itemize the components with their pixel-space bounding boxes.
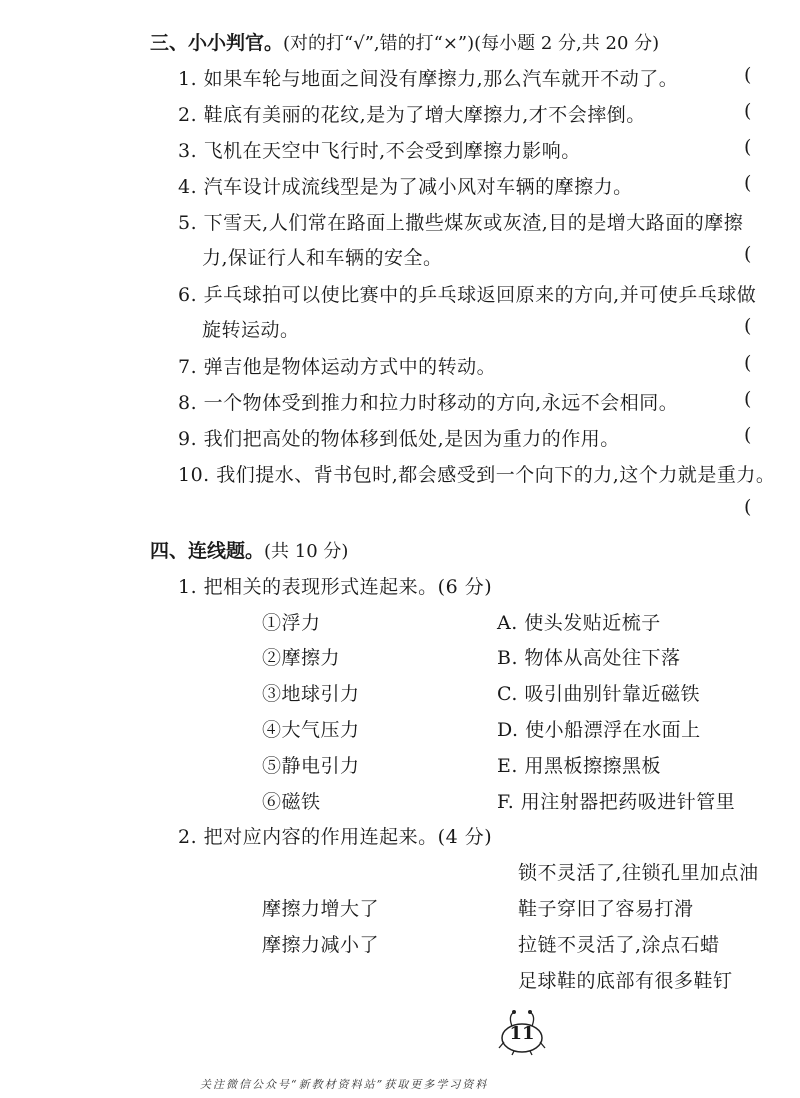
footer-note: 关注微信公众号“新教材资料站”获取更多学习资料 <box>200 1078 489 1091</box>
q1-right-item[interactable]: D. 使小船漂浮在水面上 <box>497 719 701 741</box>
section-3-note: (对的打“√”,错的打“×”)(每小题 2 分,共 20 分) <box>283 33 660 54</box>
page-number: 11 <box>509 1023 535 1044</box>
judge-item-4: 4. 汽车设计成流线型是为了减小风对车辆的摩擦力。 <box>178 176 633 198</box>
judge-item-10: 10. 我们提水、背书包时,都会感受到一个向下的力,这个力就是重力。 <box>178 464 776 486</box>
section-3-heading <box>150 28 659 55</box>
section-3-title: 三、小小判官。 <box>150 32 284 54</box>
q1-left-item[interactable]: ③地球引力 <box>262 683 360 705</box>
matching-q2-prompt: 2. 把对应内容的作用连起来。(4 分) <box>178 826 493 848</box>
q1-right-item[interactable]: C. 吸引曲别针靠近磁铁 <box>497 683 700 705</box>
judge-item-5-line-2: 力,保证行人和车辆的安全。 <box>202 247 443 269</box>
q1-right-item[interactable]: A. 使头发贴近梳子 <box>497 612 661 634</box>
answer-paren-7[interactable]: ( <box>744 352 752 374</box>
judge-item-1: 1. 如果车轮与地面之间没有摩擦力,那么汽车就开不动了。 <box>178 68 679 90</box>
q2-left-item[interactable]: 摩擦力减小了 <box>262 934 380 956</box>
section-4-heading <box>150 536 348 563</box>
q2-right-item[interactable]: 拉链不灵活了,涂点石蜡 <box>518 934 720 956</box>
q1-left-item[interactable]: ②摩擦力 <box>262 647 341 669</box>
section-4-note: (共 10 分) <box>264 541 349 562</box>
q2-left-item[interactable]: 摩擦力增大了 <box>262 898 380 920</box>
q1-left-item[interactable]: ④大气压力 <box>262 719 360 741</box>
page-number-badge <box>492 1008 552 1054</box>
judge-item-5-line-1: 5. 下雪天,人们常在路面上撒些煤灰或灰渣,目的是增大路面的摩擦 <box>178 212 744 234</box>
q2-right-item[interactable]: 鞋子穿旧了容易打滑 <box>518 898 694 920</box>
q1-left-item[interactable]: ①浮力 <box>262 612 321 634</box>
answer-paren-5[interactable]: ( <box>744 243 752 265</box>
q1-left-item[interactable]: ⑤静电引力 <box>262 755 360 777</box>
matching-q1-prompt: 1. 把相关的表现形式连起来。(6 分) <box>178 576 493 598</box>
answer-paren-1[interactable]: ( <box>744 64 752 86</box>
q1-right-item[interactable]: B. 物体从高处往下落 <box>497 647 681 669</box>
section-4-title: 四、连线题。 <box>150 540 265 562</box>
answer-paren-4[interactable]: ( <box>744 172 752 194</box>
judge-item-6-line-1: 6. 乒乓球拍可以使比赛中的乒乓球返回原来的方向,并可使乒乓球做 <box>178 284 757 306</box>
judge-item-2: 2. 鞋底有美丽的花纹,是为了增大摩擦力,才不会摔倒。 <box>178 104 646 126</box>
judge-item-6-line-2: 旋转运动。 <box>202 319 300 341</box>
answer-paren-10[interactable]: ( <box>744 496 752 518</box>
answer-paren-6[interactable]: ( <box>744 315 752 337</box>
answer-paren-9[interactable]: ( <box>744 424 752 446</box>
judge-item-8: 8. 一个物体受到推力和拉力时移动的方向,永远不会相同。 <box>178 392 679 414</box>
judge-item-3: 3. 飞机在天空中飞行时,不会受到摩擦力影响。 <box>178 140 581 162</box>
q1-left-item[interactable]: ⑥磁铁 <box>262 791 321 813</box>
judge-item-7: 7. 弹吉他是物体运动方式中的转动。 <box>178 356 497 378</box>
answer-paren-8[interactable]: ( <box>744 388 752 410</box>
q2-right-item[interactable]: 锁不灵活了,往锁孔里加点油 <box>518 862 759 884</box>
q2-right-item[interactable]: 足球鞋的底部有很多鞋钉 <box>518 970 733 992</box>
answer-paren-3[interactable]: ( <box>744 136 752 158</box>
q1-right-item[interactable]: E. 用黑板擦擦黑板 <box>497 755 661 777</box>
answer-paren-2[interactable]: ( <box>744 100 752 122</box>
q1-right-item[interactable]: F. 用注射器把药吸进针管里 <box>497 791 736 813</box>
judge-item-9: 9. 我们把高处的物体移到低处,是因为重力的作用。 <box>178 428 620 450</box>
